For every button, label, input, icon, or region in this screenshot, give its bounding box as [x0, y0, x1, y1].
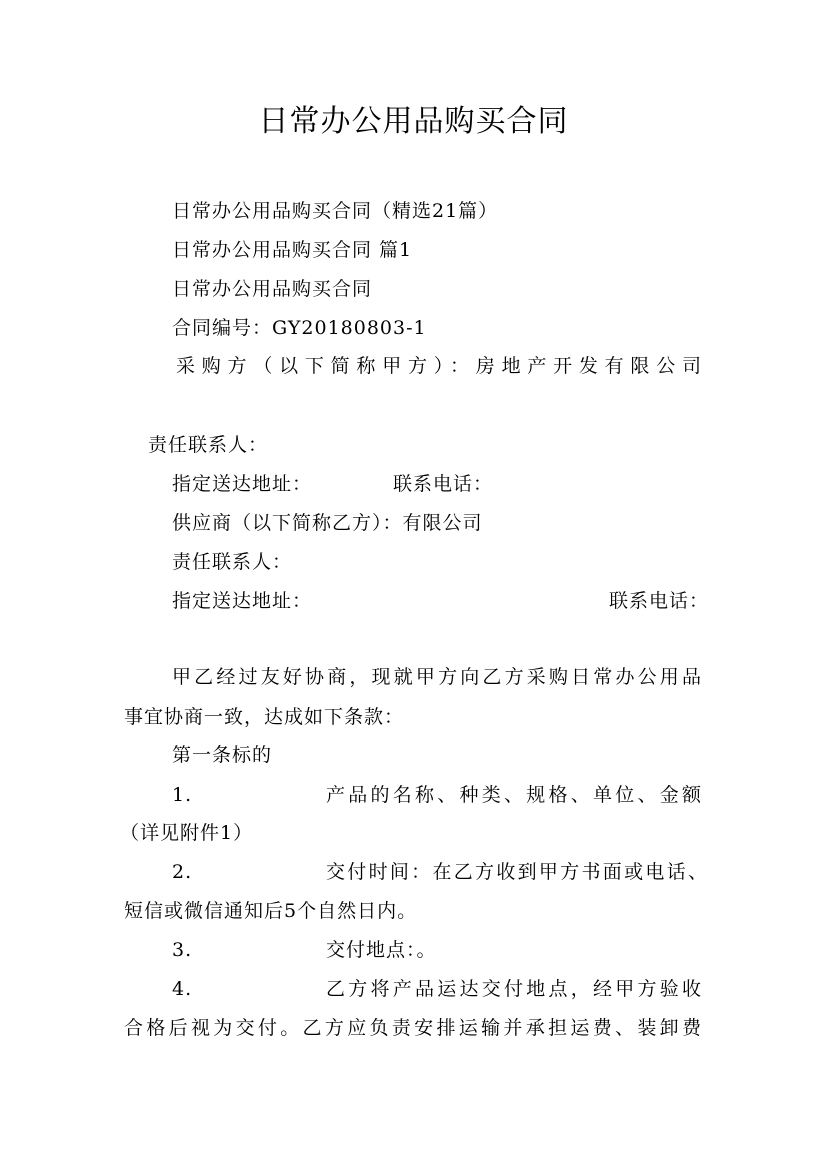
contract-number: 合同编号：GY20180803-1: [172, 317, 427, 339]
supplier-contact-person: 责任联系人：: [172, 551, 293, 573]
paragraph-intro-line-1: 甲乙经过友好协商，现就甲方向乙方采购日常办公用品: [172, 666, 701, 688]
document-title: 日常办公用品购买合同: [258, 104, 569, 139]
buyer-phone-label: 联系电话：: [393, 473, 494, 495]
doc-line-1: 日常办公用品购买合同（精选21篇）: [172, 200, 499, 222]
item-1-text: 产品的名称、种类、规格、单位、金额: [326, 784, 701, 806]
item-4-continuation: 合格后视为交付。乙方应负责安排运输并承担运费、装卸费: [124, 1017, 701, 1039]
item-1-number: 1.: [172, 784, 193, 806]
item-2-continuation: 短信或微信通知后5个自然日内。: [124, 900, 418, 922]
item-4-text: 乙方将产品运达交付地点，经甲方验收: [326, 978, 701, 1000]
paragraph-intro-line-2: 事宜协商一致，达成如下条款：: [124, 706, 405, 728]
item-1-continuation: （详见附件1）: [120, 822, 254, 844]
article-one-heading: 第一条标的: [172, 744, 273, 766]
doc-line-3: 日常办公用品购买合同: [172, 278, 373, 300]
supplier-phone-label: 联系电话：: [609, 590, 710, 612]
item-3-number: 3.: [172, 939, 193, 961]
supplier-address-label: 指定送达地址：: [172, 590, 313, 612]
item-3-text: 交付地点：。: [326, 939, 437, 961]
buyer-line: 采购方（以下简称甲方）：房地产开发有限公司: [176, 355, 701, 377]
item-2-number: 2.: [172, 861, 193, 883]
buyer-contact-person: 责任联系人：: [148, 434, 269, 456]
buyer-address-label: 指定送达地址：: [172, 473, 313, 495]
doc-line-2: 日常办公用品购买合同 篇1: [172, 239, 413, 261]
supplier-line: 供应商（以下简称乙方）：有限公司: [172, 512, 483, 534]
item-2-text: 交付时间：在乙方收到甲方书面或电话、: [326, 861, 707, 883]
item-4-number: 4.: [172, 978, 193, 1000]
